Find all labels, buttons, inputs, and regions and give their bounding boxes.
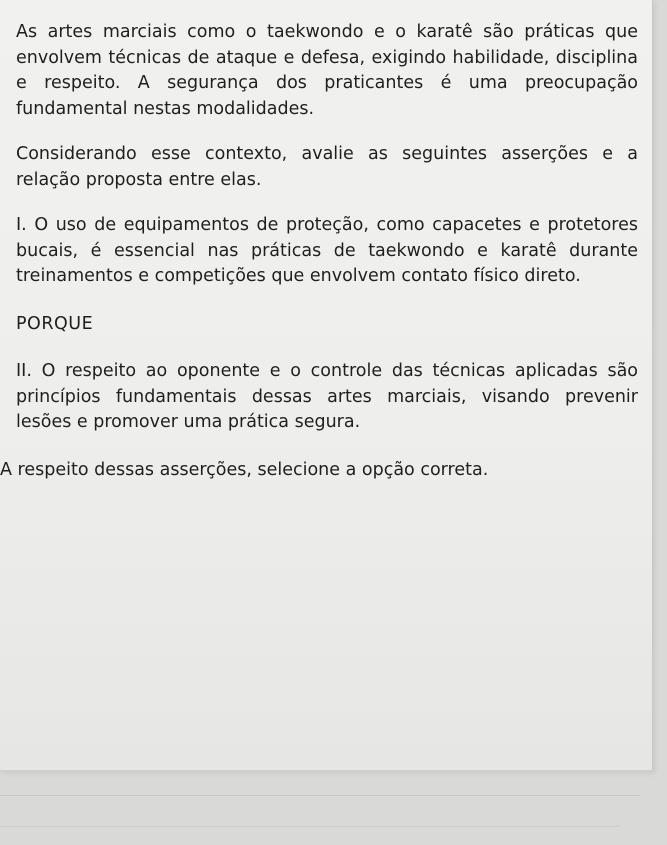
question-intro-text: As artes marciais como o taekwondo e o karatê são práticas que envolvem técnicas de ataque e defesa, exigindo habilidade, disciplina e respeito. A segurança dos praticantes é uma preocupação fundamental nestas modalidades. [16,22,638,119]
assertion-connector: PORQUE [16,313,94,334]
question-context-instruction: Considerando esse contexto, avalie as seguintes asserções e a relação proposta entre elas. [16,144,638,190]
assertion-one: I. O uso de equipamentos de proteção, como capacetes e protetores bucais, é essencial nas práticas de taekwondo e karatê durante treinamentos e competições que envolvem contato físico direto. [16,215,638,286]
question-prompt: A respeito dessas asserções, selecione a opção correta. [0,459,489,480]
question-body [0,20,638,483]
divider [0,826,620,827]
assertion-two: II. O respeito ao oponente e o controle das técnicas aplicadas são princípios fundamentais dessas artes marciais, visando prevenir lesões e promover uma prática segura. [16,361,638,432]
divider [0,795,640,796]
